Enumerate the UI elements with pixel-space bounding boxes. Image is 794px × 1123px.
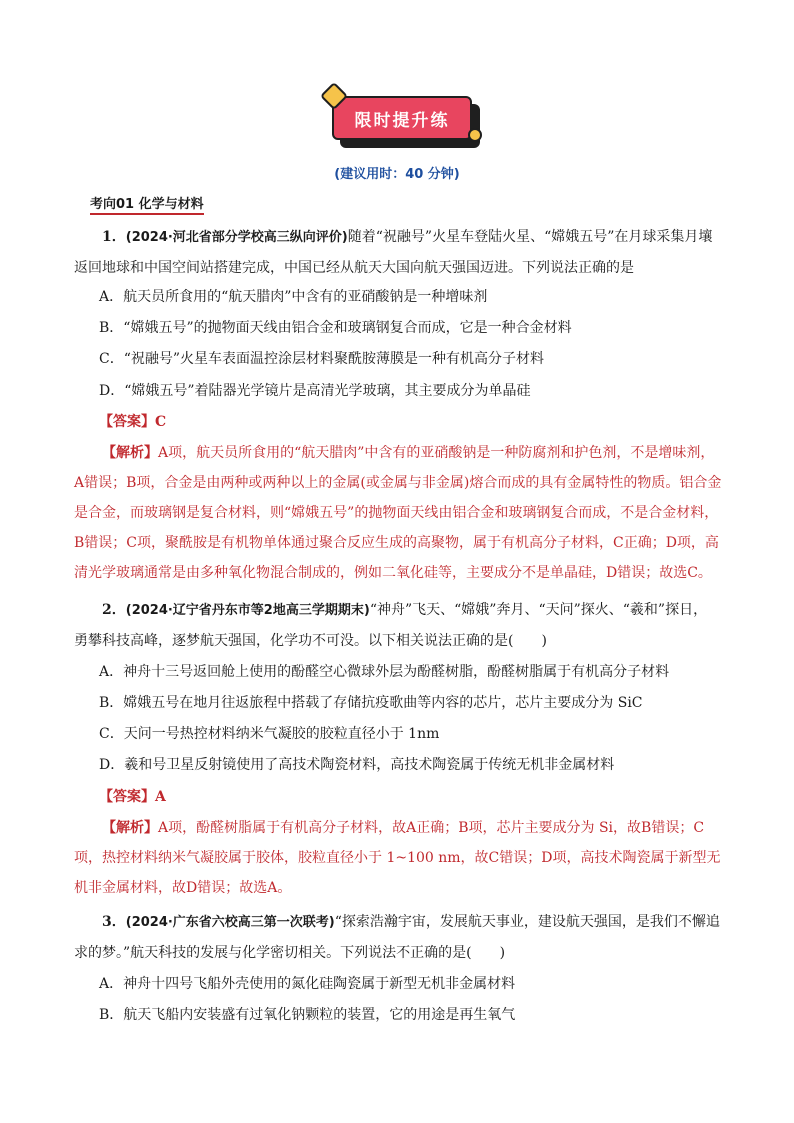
question-source: (2024·辽宁省丹东市等2地高三学期期末) bbox=[125, 603, 370, 618]
question-number: 1． bbox=[102, 229, 126, 245]
question-3-option-a: A．神舟十四号飞船外壳使用的氮化硅陶瓷属于新型无机非金属材料 bbox=[99, 976, 516, 992]
analysis-label: 【解析】 bbox=[102, 820, 158, 836]
question-source: (2024·广东省六校高三第一次联考) bbox=[125, 915, 335, 930]
question-3-stem bbox=[74, 907, 720, 968]
question-2-option-c: C．天问一号热控材料纳米气凝胶的胶粒直径小于 1nm bbox=[99, 726, 440, 742]
question-1-analysis bbox=[74, 438, 724, 588]
question-source: (2024·河北省部分学校高三纵向评价) bbox=[125, 230, 348, 245]
question-1-answer: 【答案】C bbox=[99, 414, 167, 430]
question-2-option-b: B．嫦娥五号在地月往返旅程中搭载了存储抗疫歌曲等内容的芯片，芯片主要成分为 SiC bbox=[99, 695, 643, 711]
question-text: “探索浩瀚宇宙，发展航天事业，建设航天强国，是我们不懈追求的梦。”航天科技的发展与化学密切相关。下列说法不正确的是( ) bbox=[74, 914, 720, 961]
question-text: 随着“祝融号”火星车登陆火星、“嫦娥五号”在月球采集月壤返回地球和中国空间站搭建完成，中国已经从航天大国向航天强国迈进。下列说法正确的是 bbox=[74, 229, 713, 276]
question-1-option-c: C．“祝融号”火星车表面温控涂层材料聚酰胺薄膜是一种有机高分子材料 bbox=[99, 351, 545, 367]
badge-corner-dot-icon bbox=[468, 128, 482, 142]
question-3-option-b: B．航天飞船内安装盛有过氧化钠颗粒的装置，它的用途是再生氧气 bbox=[99, 1007, 516, 1023]
question-1-option-b: B．“嫦娥五号”的抛物面天线由铝合金和玻璃钢复合而成，它是一种合金材料 bbox=[99, 320, 572, 336]
question-2-answer: 【答案】A bbox=[99, 789, 166, 805]
header-badge bbox=[332, 96, 492, 154]
analysis-text: A项，酚醛树脂属于有机高分子材料，故A正确；B项，芯片主要成分为 Si，故B错误；C项，热控材料纳米气凝胶属于胶体，胶粒直径小于 1~100 nm，故C错误；D项，高技术陶瓷属于新型无机非金属材料，故D错误；故选A。 bbox=[74, 820, 721, 896]
suggested-time: (建议用时：40 分钟) bbox=[334, 167, 460, 182]
question-2-option-a: A．神舟十三号返回舱上使用的酚醛空心微球外层为酚醛树脂，酚醛树脂属于有机高分子材料 bbox=[99, 664, 670, 680]
badge-title: 限时提升练 bbox=[354, 110, 450, 131]
badge-box bbox=[332, 96, 472, 140]
question-number: 3． bbox=[102, 914, 126, 930]
analysis-text: A项，航天员所食用的“航天腊肉”中含有的亚硝酸钠是一种防腐剂和护色剂，不是增味剂，A错误；B项，合金是由两种或两种以上的金属(或金属与非金属)熔合而成的具有金属特性的物质。铝合金是合金，而玻璃钢是复合材料，则“嫦娥五号”的抛物面天线由铝合金和玻璃钢复合而成，不是合金材料，B错误；C项，聚酰胺是有机物单体通过聚合反应生成的高聚物，属于有机高分子材料，C正确；D项，高清光学玻璃通常是由多种氧化物混合制成的，例如二氧化硅等，主要成分不是单晶硅，D错误；故选C。 bbox=[74, 445, 722, 581]
question-1-option-a: A．航天员所食用的“航天腊肉”中含有的亚硝酸钠是一种增味剂 bbox=[99, 289, 488, 305]
question-1-option-d: D．“嫦娥五号”着陆器光学镜片是高清光学玻璃，其主要成分为单晶硅 bbox=[99, 383, 531, 399]
question-2-analysis bbox=[74, 813, 724, 903]
section-title: 考向01 化学与材料 bbox=[90, 193, 204, 215]
question-2-stem bbox=[74, 595, 720, 656]
question-number: 2． bbox=[102, 602, 126, 618]
analysis-label: 【解析】 bbox=[102, 445, 158, 461]
question-2-option-d: D．羲和号卫星反射镜使用了高技术陶瓷材料，高技术陶瓷属于传统无机非金属材料 bbox=[99, 757, 615, 773]
question-text: “神舟”飞天、“嫦娥”奔月、“天问”探火、“羲和”探日，勇攀科技高峰，逐梦航天强国，化学功不可没。以下相关说法正确的是( ) bbox=[74, 602, 708, 649]
question-1-stem bbox=[74, 222, 720, 283]
